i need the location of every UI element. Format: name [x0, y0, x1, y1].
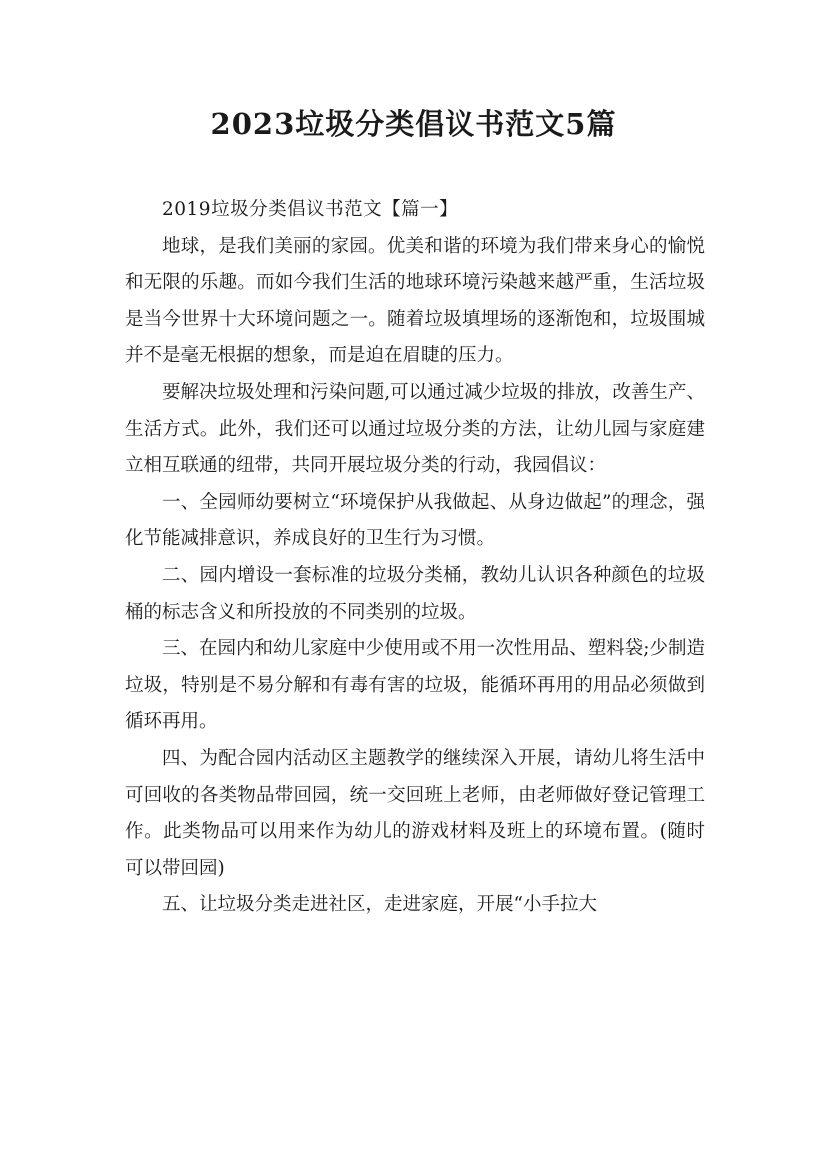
list-item-paragraph: 五、让垃圾分类走进社区，走进家庭，开展“小手拉大 — [162, 894, 597, 916]
document-body — [125, 192, 705, 924]
list-item-paragraph: 一、全园师幼要树立“环境保护从我做起、从身边做起”的理念，强化节能减排意识，养成良好的卫生行为习惯。 — [125, 491, 705, 550]
list-item-paragraph: 三、在园内和幼儿家庭中少使用或不用一次性用品、塑料袋;少制造垃圾，特别是不易分解和有毒有害的垃圾，能循环再用的用品必须做到循环再用。 — [125, 638, 705, 733]
body-paragraph: 地球，是我们美丽的家园。优美和谐的环境为我们带来身心的愉悦和无限的乐趣。而如今我们生活的地球环境污染越来越严重，生活垃圾是当今世界十大环境问题之一。随着垃圾填埋场的逐渐饱和，垃圾围城并不是毫无根据的想象，而是迫在眉睫的压力。 — [125, 235, 705, 367]
section-heading: 2019垃圾分类倡议书范文【篇一】 — [162, 199, 459, 220]
list-item-paragraph: 二、园内增设一套标准的垃圾分类桶，教幼儿认识各种颜色的垃圾桶的标志含义和所投放的不同类别的垃圾。 — [125, 564, 705, 623]
list-item-paragraph: 四、为配合园内活动区主题教学的继续深入开展，请幼儿将生活中可回收的各类物品带回园，统一交回班上老师，由老师做好登记管理工作。此类物品可以用来作为幼儿的游戏材料及班上的环境布置。(随时可以带回园) — [125, 747, 705, 879]
document-title: 2023垃圾分类倡议书范文5篇 — [210, 107, 617, 141]
body-paragraph: 要解决垃圾处理和污染问题,可以通过减少垃圾的排放，改善生产、生活方式。此外，我们还可以通过垃圾分类的方法，让幼儿园与家庭建立相互联通的纽带，共同开展垃圾分类的行动，我园倡议： — [125, 381, 705, 477]
